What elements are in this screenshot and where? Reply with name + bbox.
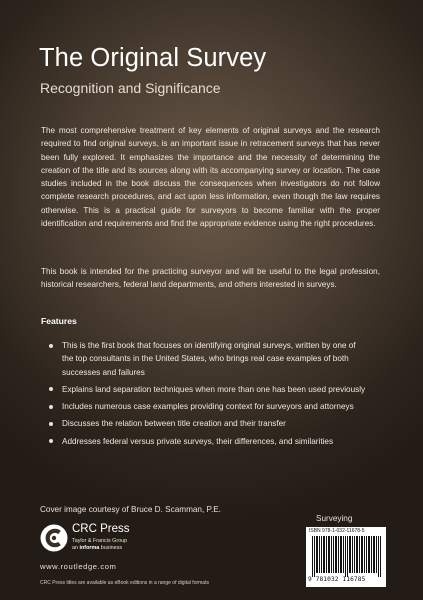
bullet-icon (49, 405, 53, 409)
barcode-digits: 9 781032 116785 (308, 576, 366, 583)
publisher-business-line: an informa business (72, 545, 123, 551)
cover-image-credit: Cover image courtesy of Bruce D. Scamman, P.E. (40, 505, 221, 514)
publisher-name: CRC Press (72, 523, 130, 535)
isbn-barcode (306, 527, 386, 587)
features-heading: Features (41, 316, 77, 326)
feature-text: Addresses federal versus private surveys, their differences, and similarities (62, 436, 334, 446)
feature-text: Includes numerous case examples providing context for surveyors and attorneys (62, 402, 354, 412)
features-list (49, 339, 367, 452)
description-paragraph-2: This book is intended for the practicing surveyor and will be useful to the legal profession, historical researchers, federal land departments, and others interested in surveys. (41, 267, 380, 290)
bullet-icon (49, 387, 53, 391)
barcode-bars-icon (312, 536, 382, 577)
subject-category: Surveying (316, 514, 353, 523)
bullet-icon (49, 422, 53, 426)
ebook-footnote: CRC Press titles are available as eBook editions in a range of digital formats (40, 580, 209, 586)
feature-item (49, 400, 367, 413)
book-subtitle: Recognition and Significance (40, 80, 221, 96)
bullet-icon (49, 344, 53, 348)
book-title: The Original Survey (39, 44, 267, 72)
isbn-label: ISBN 978-1-032-11678-5 (309, 528, 365, 534)
crc-press-logo-icon (40, 524, 68, 552)
bullet-icon (49, 439, 53, 443)
feature-text: Discusses the relation between title creation and their transfer (62, 419, 286, 429)
publisher-website-link[interactable]: www.routledge.com (40, 562, 117, 571)
feature-item (49, 339, 367, 379)
description-paragraph-1: The most comprehensive treatment of key elements of original surveys and the research required to find original surveys, is an important issue in retracement surveys that has never been fully explored. It emphasizes the importance and the necessity of determining the creation of the title and its sources along with its accompanying survey or location. The case studies included in the book discuss the consequences when investigators do not follow complete research procedures, and act upon less information, even though the law requires otherwise. This is a practical guide for surveyors to become familiar with the proper identification and requirements and find the appropriate evidence using the right procedures. (41, 126, 380, 229)
publisher-group: Taylor & Francis Group (72, 538, 128, 544)
feature-text: Explains land separation techniques when more than one has been used previously (62, 384, 366, 394)
feature-item (49, 417, 367, 430)
feature-item (49, 435, 367, 448)
feature-text: This is the first book that focuses on identifying original surveys, written by one of the top consultants in the United States, who brings real case examples of both successes and failures (62, 341, 356, 377)
feature-item (49, 383, 367, 396)
